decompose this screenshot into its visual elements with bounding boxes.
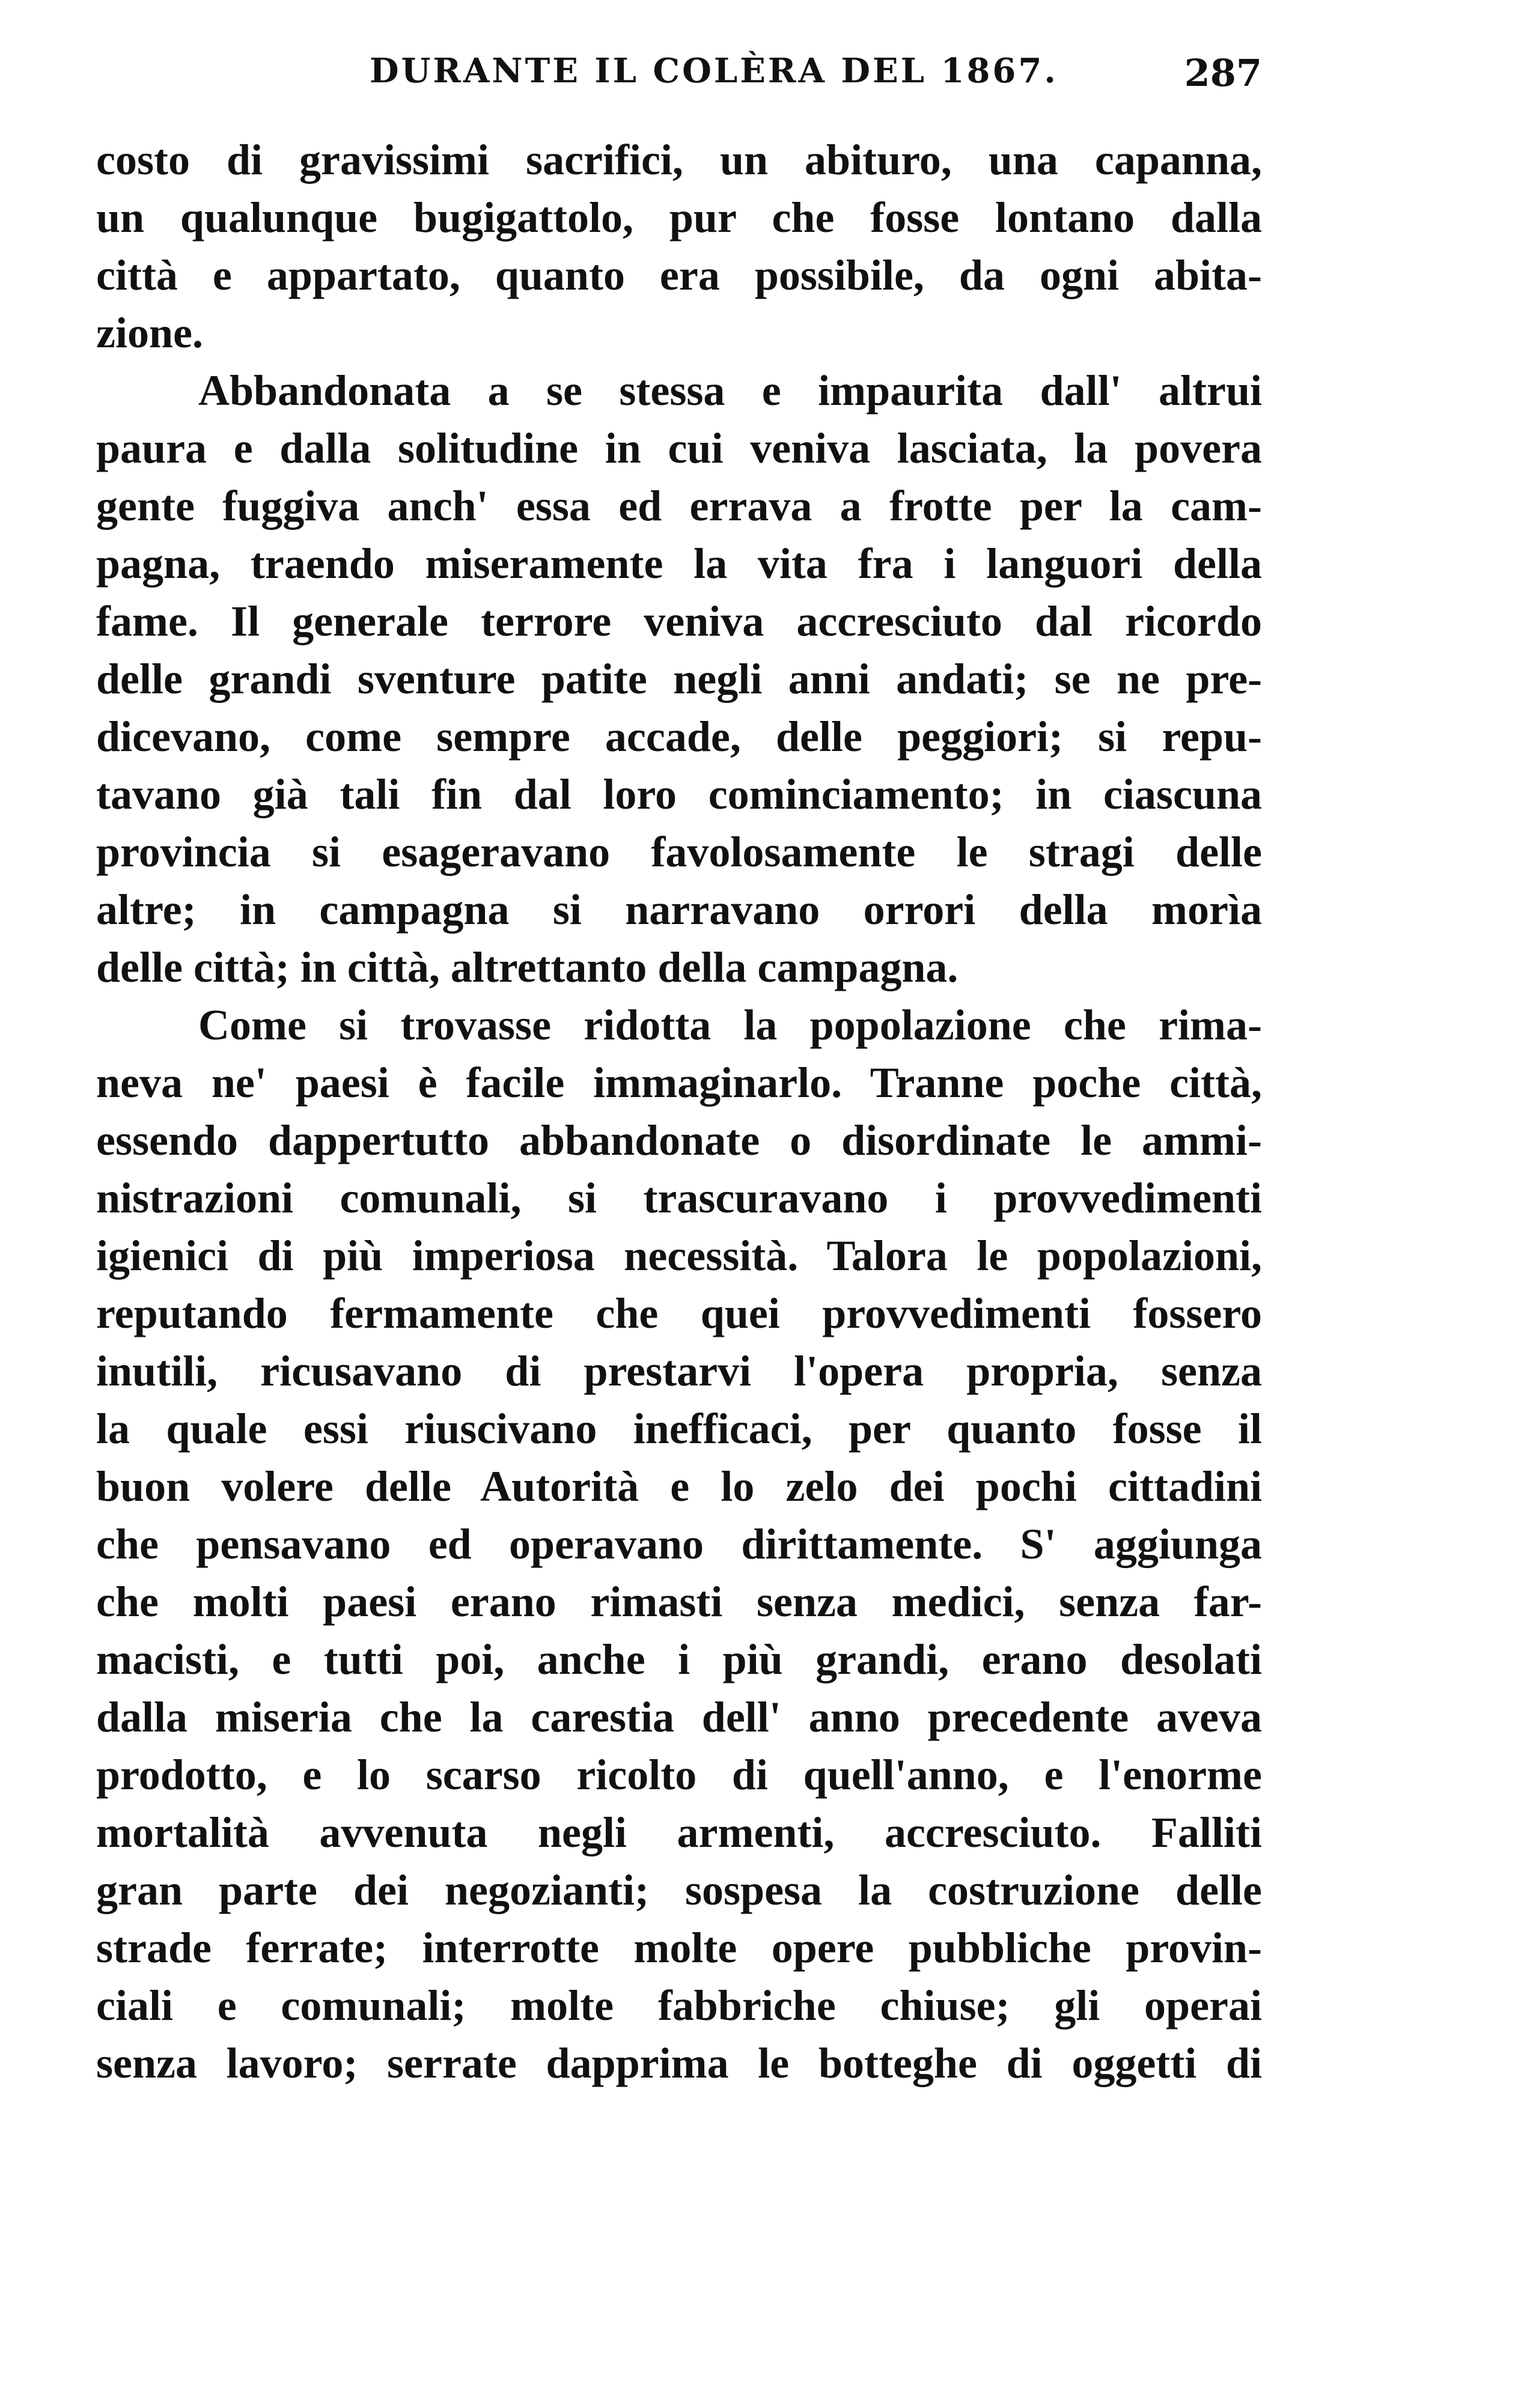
paragraph-2: [96, 362, 1262, 996]
running-head: DURANTE IL COLÈRA DEL 1867.: [370, 51, 1058, 91]
text-line: dicevano, come sempre accade, delle peggiori; si repu-: [96, 713, 1262, 761]
text-line: pagna, traendo miseramente la vita fra i languori della: [96, 540, 1262, 588]
text-line: gente fuggiva anch' essa ed errava a frotte per la cam-: [96, 482, 1262, 530]
text-line: la quale essi riuscivano inefficaci, per quanto fosse il: [96, 1405, 1262, 1453]
text-line: Abbandonata a se stessa e impaurita dall' altrui: [198, 366, 1262, 415]
text-line: essendo dappertutto abbandonate o disordinate le ammi-: [96, 1116, 1262, 1164]
text-line: altre; in campagna si narravano orrori della morìa: [96, 886, 1262, 934]
paragraph-3: [96, 996, 1262, 2092]
text-line: città e appartato, quanto era possibile, da ogni abita-: [96, 251, 1262, 299]
text-line: provincia si esageravano favolosamente le stragi delle: [96, 828, 1262, 876]
text-line: mortalità avvenuta negli armenti, accresciuto. Falliti: [96, 1808, 1262, 1856]
paragraph-1: [96, 131, 1262, 362]
text-line: strade ferrate; interrotte molte opere pubbliche provin-: [96, 1924, 1262, 1972]
text-line: zione.: [96, 309, 203, 357]
body-text: [96, 131, 1262, 2092]
text-line: buon volere delle Autorità e lo zelo dei pochi cittadini: [96, 1462, 1262, 1510]
text-line: fame. Il generale terrore veniva accresciuto dal ricordo: [96, 597, 1262, 645]
text-line: nistrazioni comunali, si trascuravano i provvedimenti: [96, 1174, 1262, 1222]
page-header: [96, 51, 1262, 117]
text-line: ciali e comunali; molte fabbriche chiuse; gli operai: [96, 1981, 1262, 2029]
text-line: igienici di più imperiosa necessità. Talora le popolazioni,: [96, 1232, 1262, 1280]
text-line: senza lavoro; serrate dapprima le botteghe di oggetti di: [96, 2039, 1262, 2087]
text-line: prodotto, e lo scarso ricolto di quell'anno, e l'enorme: [96, 1751, 1262, 1799]
text-line: costo di gravissimi sacrifici, un abituro, una capanna,: [96, 136, 1262, 184]
text-line: che pensavano ed operavano dirittamente. S' aggiunga: [96, 1520, 1262, 1568]
text-line: macisti, e tutti poi, anche i più grandi, erano desolati: [96, 1635, 1262, 1683]
text-line: gran parte dei negozianti; sospesa la costruzione delle: [96, 1866, 1262, 1914]
text-line: tavano già tali fin dal loro cominciamento; in ciascuna: [96, 770, 1262, 818]
text-line: delle grandi sventure patite negli anni andati; se ne pre-: [96, 655, 1262, 703]
text-line: un qualunque bugigattolo, pur che fosse lontano dalla: [96, 193, 1262, 242]
text-line: che molti paesi erano rimasti senza medici, senza far-: [96, 1578, 1262, 1626]
text-line: paura e dalla solitudine in cui veniva lasciata, la povera: [96, 424, 1262, 472]
text-line: neva ne' paesi è facile immaginarlo. Tranne poche città,: [96, 1059, 1262, 1107]
text-line: Come si trovasse ridotta la popolazione che rima-: [198, 1001, 1262, 1049]
text-line: reputando fermamente che quei provvedimenti fossero: [96, 1289, 1262, 1337]
text-line: inutili, ricusavano di prestarvi l'opera propria, senza: [96, 1347, 1262, 1395]
page-number: 287: [1184, 51, 1262, 95]
text-line: dalla miseria che la carestia dell' anno precedente aveva: [96, 1693, 1262, 1741]
text-line: delle città; in città, altrettanto della campagna.: [96, 943, 959, 991]
